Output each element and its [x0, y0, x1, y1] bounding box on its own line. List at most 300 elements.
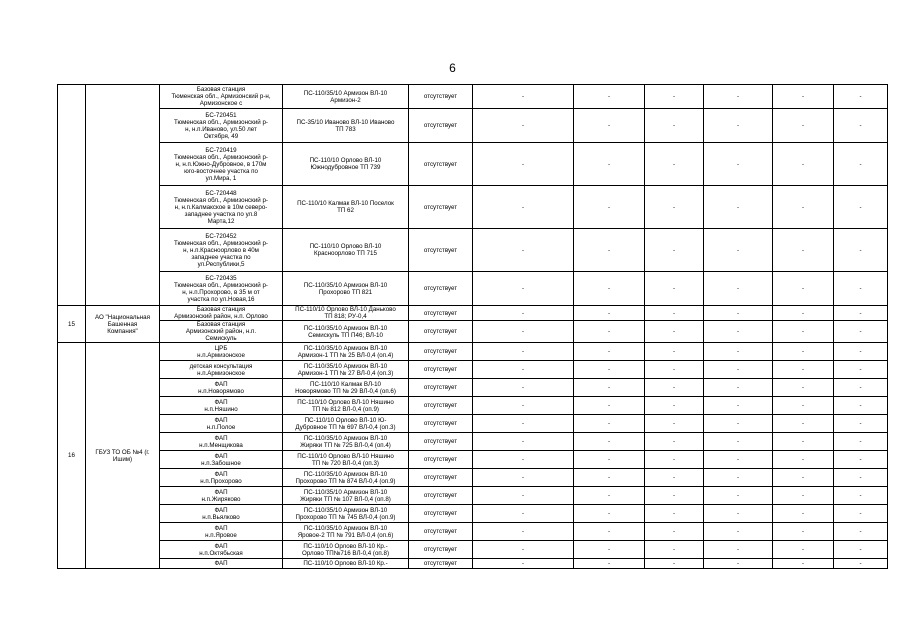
empty-value-cell: - [473, 559, 574, 569]
empty-value-cell: - [704, 433, 773, 451]
status-cell: отсутствует [409, 306, 473, 321]
cell-line: ПС-110/35/10 Армизон ВЛ-10 [303, 524, 388, 532]
object-address [160, 451, 283, 469]
cell-line: Армизон-1 ТП № 27 ВЛ-0,4 (оп.3) [297, 369, 394, 377]
cell-line: Новорямово ТП № 29 ВЛ-0,4 (оп.6) [295, 387, 396, 395]
substation-feeder [283, 306, 409, 321]
table-row [58, 379, 888, 397]
object-address [160, 433, 283, 451]
cell-line: Прохорово ТП № 874 ВЛ-0,4 (оп.9) [295, 477, 396, 485]
cell-line: Башенная [107, 320, 138, 328]
status-cell: отсутствует [409, 469, 473, 487]
empty-value-cell: - [473, 186, 574, 229]
empty-value-cell: - [473, 523, 574, 541]
status-cell: отсутствует [409, 451, 473, 469]
cell-line: ПС-110/35/10 Армизон ВЛ-10 [303, 89, 388, 97]
cell-line: ПС-110/10 Орлово ВЛ-10 [309, 243, 382, 250]
empty-value-cell: - [645, 433, 704, 451]
substation-feeder [283, 186, 409, 229]
cell-line: Армизон-1 ТП № 25 ВЛ-0,4 (оп.4) [297, 351, 394, 359]
empty-value-cell: - [645, 469, 704, 487]
cell-line: ул.Мира, 1 [205, 174, 237, 182]
organization-name [86, 306, 160, 343]
status-cell: отсутствует [409, 321, 473, 343]
table-row [58, 451, 888, 469]
cell-line: Базовая станция [196, 321, 246, 328]
cell-line: западнее участка по ул.8 [184, 210, 258, 218]
empty-value-cell: - [473, 343, 574, 361]
object-address [160, 379, 283, 397]
empty-value-cell: - [773, 469, 834, 487]
table-row [58, 109, 888, 143]
cell-line: ПС-110/35/10 Армизон ВЛ-10 [303, 488, 388, 496]
empty-value-cell: - [473, 397, 574, 415]
empty-value-cell: - [473, 451, 574, 469]
empty-value-cell: - [473, 321, 574, 343]
empty-value-cell: - [834, 469, 888, 487]
empty-value-cell: - [834, 541, 888, 559]
empty-value-cell: - [574, 487, 645, 505]
empty-value-cell: - [574, 85, 645, 109]
status-cell: отсутствует [409, 186, 473, 229]
cell-line: ПС-110/35/10 Армизон ВЛ-10 [303, 506, 388, 514]
empty-value-cell: - [704, 343, 773, 361]
table-row [58, 306, 888, 321]
status-cell: отсутствует [409, 559, 473, 569]
empty-value-cell: - [473, 541, 574, 559]
cell-line: детская консультация [189, 362, 253, 370]
cell-line: ФАП [214, 380, 228, 388]
substation-feeder [283, 415, 409, 433]
empty-value-cell: - [773, 229, 834, 272]
empty-value-cell: - [574, 559, 645, 569]
table-row [58, 85, 888, 109]
substation-feeder [283, 487, 409, 505]
cell-line: н, н.п.Прохорово, в 35 м от [182, 288, 260, 296]
empty-value-cell: - [834, 397, 888, 415]
empty-value-cell: - [773, 272, 834, 306]
empty-value-cell: - [473, 379, 574, 397]
empty-value-cell: - [473, 85, 574, 109]
table-row [58, 397, 888, 415]
empty-value-cell: - [574, 321, 645, 343]
organization-name [86, 343, 160, 569]
cell-line: Красноорлово ТП 715 [314, 250, 377, 257]
status-cell: отсутствует [409, 433, 473, 451]
empty-value-cell: - [574, 143, 645, 186]
empty-value-cell: - [773, 361, 834, 379]
empty-value-cell: - [645, 451, 704, 469]
empty-value-cell: - [473, 361, 574, 379]
cell-line: ФАП [214, 416, 228, 424]
cell-line: н.п.Жиряково [201, 495, 241, 503]
cell-line: н.п.Прохорово [200, 477, 242, 485]
empty-value-cell: - [473, 109, 574, 143]
cell-line: ТП 783 [335, 125, 356, 133]
empty-value-cell: - [645, 229, 704, 272]
table-row [58, 541, 888, 559]
cell-line: Базовая станция [196, 306, 246, 313]
cell-line: Яровое-2 ТП № 791 ВЛ-0,4 (оп.6) [297, 531, 394, 539]
empty-value-cell: - [704, 186, 773, 229]
empty-value-cell: - [473, 433, 574, 451]
empty-value-cell: - [704, 379, 773, 397]
cell-line: ПС-110/35/10 Армизон ВЛ-10 [303, 324, 388, 332]
object-address [160, 469, 283, 487]
table-row [58, 505, 888, 523]
cell-line: Армизонское с [199, 100, 243, 107]
table-body [58, 85, 888, 569]
table-row [58, 433, 888, 451]
cell-line: ФАП [214, 542, 228, 550]
status-cell: отсутствует [409, 361, 473, 379]
cell-line: Тюменская обл., Армизонский р- [174, 239, 268, 247]
object-address [160, 523, 283, 541]
cell-line: н.п.Менщикова [199, 441, 243, 449]
capacity-table [57, 84, 888, 569]
substation-feeder [283, 505, 409, 523]
cell-line: н.п.Октябьская [199, 549, 243, 557]
cell-line: ПС-110/10 Калмак ВЛ-10 Поселок [297, 200, 394, 207]
status-cell: отсутствует [409, 523, 473, 541]
empty-value-cell: - [645, 415, 704, 433]
empty-value-cell: - [473, 229, 574, 272]
empty-value-cell: - [574, 229, 645, 272]
empty-value-cell: - [473, 272, 574, 306]
empty-value-cell: - [574, 469, 645, 487]
cell-line: Армизон-2 [330, 96, 361, 104]
cell-line: Тюменская обл., Армизонский р- [174, 118, 268, 126]
empty-value-cell: - [473, 415, 574, 433]
cell-line: Прохорово ТП 821 [318, 288, 373, 296]
empty-value-cell: - [773, 559, 834, 569]
empty-value-cell: - [834, 523, 888, 541]
table-row [58, 343, 888, 361]
empty-value-cell: - [834, 415, 888, 433]
empty-value-cell: - [704, 306, 773, 321]
cell-line: БС-720419 [205, 146, 237, 154]
status-cell: отсутствует [409, 109, 473, 143]
cell-line: н, н.п.Красноорлово в 40м [183, 246, 259, 254]
table-row [58, 415, 888, 433]
cell-line: участка по ул.Новая,16 [187, 295, 255, 303]
empty-value-cell: - [574, 186, 645, 229]
empty-value-cell: - [645, 109, 704, 143]
object-address [160, 272, 283, 306]
empty-value-cell: - [834, 487, 888, 505]
cell-line: н.п.Вьялково [202, 513, 240, 521]
empty-value-cell: - [773, 415, 834, 433]
cell-line: Ишим) [112, 455, 133, 463]
cell-line: ТП № 812 ВЛ-0,4 (оп.9) [312, 405, 379, 413]
empty-value-cell: - [704, 321, 773, 343]
cell-line: БС-720435 [205, 274, 237, 282]
cell-line: ФАП [214, 398, 228, 406]
table-row [58, 186, 888, 229]
cell-line: ФАП [214, 524, 228, 532]
substation-feeder [283, 523, 409, 541]
substation-feeder [283, 451, 409, 469]
cell-line: ФАП [214, 506, 228, 514]
empty-value-cell: - [773, 379, 834, 397]
empty-value-cell: - [645, 186, 704, 229]
cell-line: Армизонский район, н.п. Орлово [174, 313, 268, 320]
substation-feeder [283, 85, 409, 109]
cell-line: ПС-110/10 Орлово ВЛ-10 Кр.- [303, 542, 388, 550]
empty-value-cell: - [704, 487, 773, 505]
status-cell: отсутствует [409, 85, 473, 109]
cell-line: ФАП [214, 488, 228, 496]
cell-line: ПС-110/10 Орлово ВЛ-10 [309, 157, 382, 164]
empty-value-cell: - [704, 272, 773, 306]
empty-value-cell: - [574, 306, 645, 321]
cell-line: юго-восточнее участка по [184, 167, 258, 175]
substation-feeder [283, 433, 409, 451]
cell-line: ПС-35/10 Иваново ВЛ-10 Иваново [296, 118, 395, 126]
empty-value-cell: - [574, 541, 645, 559]
empty-value-cell: - [834, 451, 888, 469]
cell-line: ПС-110/35/10 Армизон ВЛ-10 [303, 281, 388, 289]
cell-line: Орлово ТП№716 ВЛ-0,4 (оп.8) [301, 549, 390, 557]
cell-line: ТП 818; РУ-0,4 [324, 313, 367, 320]
cell-line: Тюменская обл., Армизонский р- [174, 196, 268, 204]
cell-line: ПС-110/35/10 Армизон ВЛ-10 [303, 434, 388, 442]
cell-line: Семискуль ТП П46; ВЛ-10 [308, 331, 383, 339]
cell-line: БС-720448 [205, 189, 237, 197]
empty-value-cell: - [834, 306, 888, 321]
empty-value-cell: - [574, 523, 645, 541]
empty-value-cell: - [834, 559, 888, 569]
empty-value-cell: - [773, 541, 834, 559]
empty-value-cell: - [834, 143, 888, 186]
table-row [58, 321, 888, 343]
cell-line: БС-720452 [205, 232, 237, 240]
empty-value-cell: - [773, 397, 834, 415]
object-address [160, 415, 283, 433]
status-cell: отсутствует [409, 272, 473, 306]
empty-value-cell: - [704, 397, 773, 415]
status-cell: отсутствует [409, 343, 473, 361]
cell-line: ПС-110/35/10 Армизон ВЛ-10 [303, 470, 388, 478]
status-cell: отсутствует [409, 505, 473, 523]
empty-value-cell: - [645, 505, 704, 523]
empty-value-cell: - [645, 85, 704, 109]
empty-value-cell: - [645, 397, 704, 415]
status-cell: отсутствует [409, 415, 473, 433]
cell-line: Марта,12 [207, 217, 235, 225]
cell-line: Тюменская обл., Армизонский р- [174, 153, 268, 161]
cell-line: Жиряки ТП № 725 ВЛ-0,4 (оп.4) [300, 441, 391, 449]
cell-line: Дубровное ТП № 697 ВЛ-0,4 (оп.3) [295, 423, 396, 431]
cell-line: ТП 62 [337, 207, 354, 214]
empty-value-cell: - [773, 109, 834, 143]
empty-value-cell: - [645, 343, 704, 361]
substation-feeder [283, 143, 409, 186]
cell-line: ПС-110/35/10 Армизон ВЛ-10 [303, 362, 388, 370]
empty-value-cell: - [645, 143, 704, 186]
cell-line: ЦРБ [214, 344, 228, 352]
empty-value-cell: - [834, 85, 888, 109]
substation-feeder [283, 541, 409, 559]
empty-value-cell: - [834, 321, 888, 343]
empty-value-cell: - [473, 469, 574, 487]
cell-line: н.п.Новорямово [198, 387, 244, 395]
cell-line: н, н.п.Калмакское в 10м северо- [174, 203, 268, 211]
cell-line: БС-720451 [205, 111, 237, 119]
empty-value-cell: - [773, 451, 834, 469]
object-address [160, 505, 283, 523]
cell-line: АО "Национальная [95, 313, 150, 321]
cell-line: ПС-110/10 Орлово ВЛ-10 Кр.- [303, 560, 388, 567]
cell-line: н.п.Забошное [201, 459, 241, 467]
object-address [160, 397, 283, 415]
empty-value-cell: - [645, 361, 704, 379]
empty-value-cell: - [773, 523, 834, 541]
object-address [160, 343, 283, 361]
object-address [160, 306, 283, 321]
empty-value-cell: - [645, 487, 704, 505]
empty-value-cell: - [773, 433, 834, 451]
object-address [160, 229, 283, 272]
status-cell: отсутствует [409, 143, 473, 186]
object-address [160, 109, 283, 143]
cell-line: ПС-110/10 Орлово ВЛ-10 Ю- [304, 416, 387, 424]
empty-value-cell: - [704, 415, 773, 433]
empty-value-cell: - [834, 343, 888, 361]
empty-value-cell: - [704, 85, 773, 109]
empty-value-cell: - [574, 272, 645, 306]
cell-line: ПС-110/35/10 Армизон ВЛ-10 [303, 344, 388, 352]
substation-feeder [283, 109, 409, 143]
empty-value-cell: - [704, 361, 773, 379]
status-cell: отсутствует [409, 487, 473, 505]
cell-line: н.п.Няшино [204, 405, 238, 413]
cell-line: западнее участка по [191, 253, 251, 261]
empty-value-cell: - [473, 505, 574, 523]
empty-value-cell: - [574, 505, 645, 523]
empty-value-cell: - [773, 505, 834, 523]
object-address [160, 143, 283, 186]
status-cell: отсутствует [409, 541, 473, 559]
row-number: 15 [58, 306, 86, 343]
object-address [160, 186, 283, 229]
cell-line: н, н.п.Южно-Дубровное, в 170м [175, 160, 267, 168]
cell-line: ПС-110/10 Орлово ВЛ-10 Няшино [297, 398, 394, 406]
cell-line: ПС-110/10 Орлово ВЛ-10 Няшино [297, 452, 394, 460]
cell-line: Жиряки ТП № 107 ВЛ-0,4 (оп.8) [300, 495, 391, 503]
cell-line: ул.Республики,5 [197, 260, 245, 268]
empty-value-cell: - [645, 559, 704, 569]
table-row [58, 272, 888, 306]
empty-value-cell: - [773, 186, 834, 229]
empty-value-cell: - [645, 523, 704, 541]
status-cell: отсутствует [409, 379, 473, 397]
cell-line: Октября, 49 [203, 132, 239, 140]
cell-line: ФАП [214, 560, 228, 567]
empty-value-cell: - [574, 415, 645, 433]
substation-feeder [283, 229, 409, 272]
empty-value-cell: - [773, 85, 834, 109]
substation-feeder [283, 379, 409, 397]
empty-value-cell: - [834, 433, 888, 451]
empty-value-cell: - [645, 541, 704, 559]
empty-value-cell: - [773, 306, 834, 321]
cell-line: Семискуль [205, 335, 237, 342]
substation-feeder [283, 397, 409, 415]
table-row [58, 469, 888, 487]
cell-line: н.п.Яровое [205, 531, 237, 539]
cell-line: ПС-110/10 Калмак ВЛ-10 [310, 380, 381, 388]
cell-line: Армизонский район, н.п. [185, 328, 257, 335]
empty-value-cell: - [704, 541, 773, 559]
empty-value-cell: - [773, 321, 834, 343]
object-address [160, 85, 283, 109]
substation-feeder [283, 559, 409, 569]
page-number: 6 [449, 61, 456, 75]
empty-value-cell: - [834, 186, 888, 229]
empty-value-cell: - [473, 306, 574, 321]
cell-line: ФАП [214, 434, 228, 442]
empty-value-cell: - [834, 379, 888, 397]
substation-feeder [283, 321, 409, 343]
empty-value-cell: - [834, 109, 888, 143]
table-row [58, 487, 888, 505]
empty-value-cell: - [574, 451, 645, 469]
table-row [58, 559, 888, 569]
table-row [58, 361, 888, 379]
empty-value-cell: - [473, 487, 574, 505]
cell-line: Компания" [107, 327, 138, 335]
status-cell: отсутствует [409, 397, 473, 415]
empty-value-cell: - [574, 379, 645, 397]
substation-feeder [283, 272, 409, 306]
empty-value-cell: - [645, 379, 704, 397]
empty-value-cell: - [834, 229, 888, 272]
cell-line: Тюменская обл., Армизонский р- [174, 281, 268, 289]
cell-line: ФАП [214, 452, 228, 460]
cell-line: ФАП [214, 470, 228, 478]
empty-value-cell: - [704, 109, 773, 143]
empty-value-cell: - [574, 109, 645, 143]
empty-value-cell: - [473, 143, 574, 186]
table-row [58, 143, 888, 186]
empty-value-cell: - [645, 306, 704, 321]
cell-line: н, н.п.Иваново, ул.50 лет [185, 125, 257, 133]
empty-value-cell: - [834, 272, 888, 306]
organization-name [86, 85, 160, 306]
cell-line: ГБУЗ ТО ОБ №4 (г. [95, 448, 150, 456]
empty-value-cell: - [773, 487, 834, 505]
row-number [58, 85, 86, 306]
cell-line: Прохорово ТП № 745 ВЛ-0,4 (оп.9) [295, 513, 396, 521]
object-address [160, 487, 283, 505]
empty-value-cell: - [574, 361, 645, 379]
empty-value-cell: - [834, 361, 888, 379]
empty-value-cell: - [704, 505, 773, 523]
object-address [160, 361, 283, 379]
empty-value-cell: - [704, 143, 773, 186]
empty-value-cell: - [645, 272, 704, 306]
empty-value-cell: - [574, 433, 645, 451]
cell-line: ТП № 720 ВЛ-0,4 (оп.3) [312, 459, 379, 467]
object-address [160, 321, 283, 343]
empty-value-cell: - [773, 143, 834, 186]
cell-line: Тюменская обл., Армизонский р-н, [171, 93, 271, 100]
empty-value-cell: - [704, 523, 773, 541]
cell-line: Южнодубровное ТП 739 [310, 164, 381, 171]
empty-value-cell: - [773, 343, 834, 361]
object-address [160, 541, 283, 559]
